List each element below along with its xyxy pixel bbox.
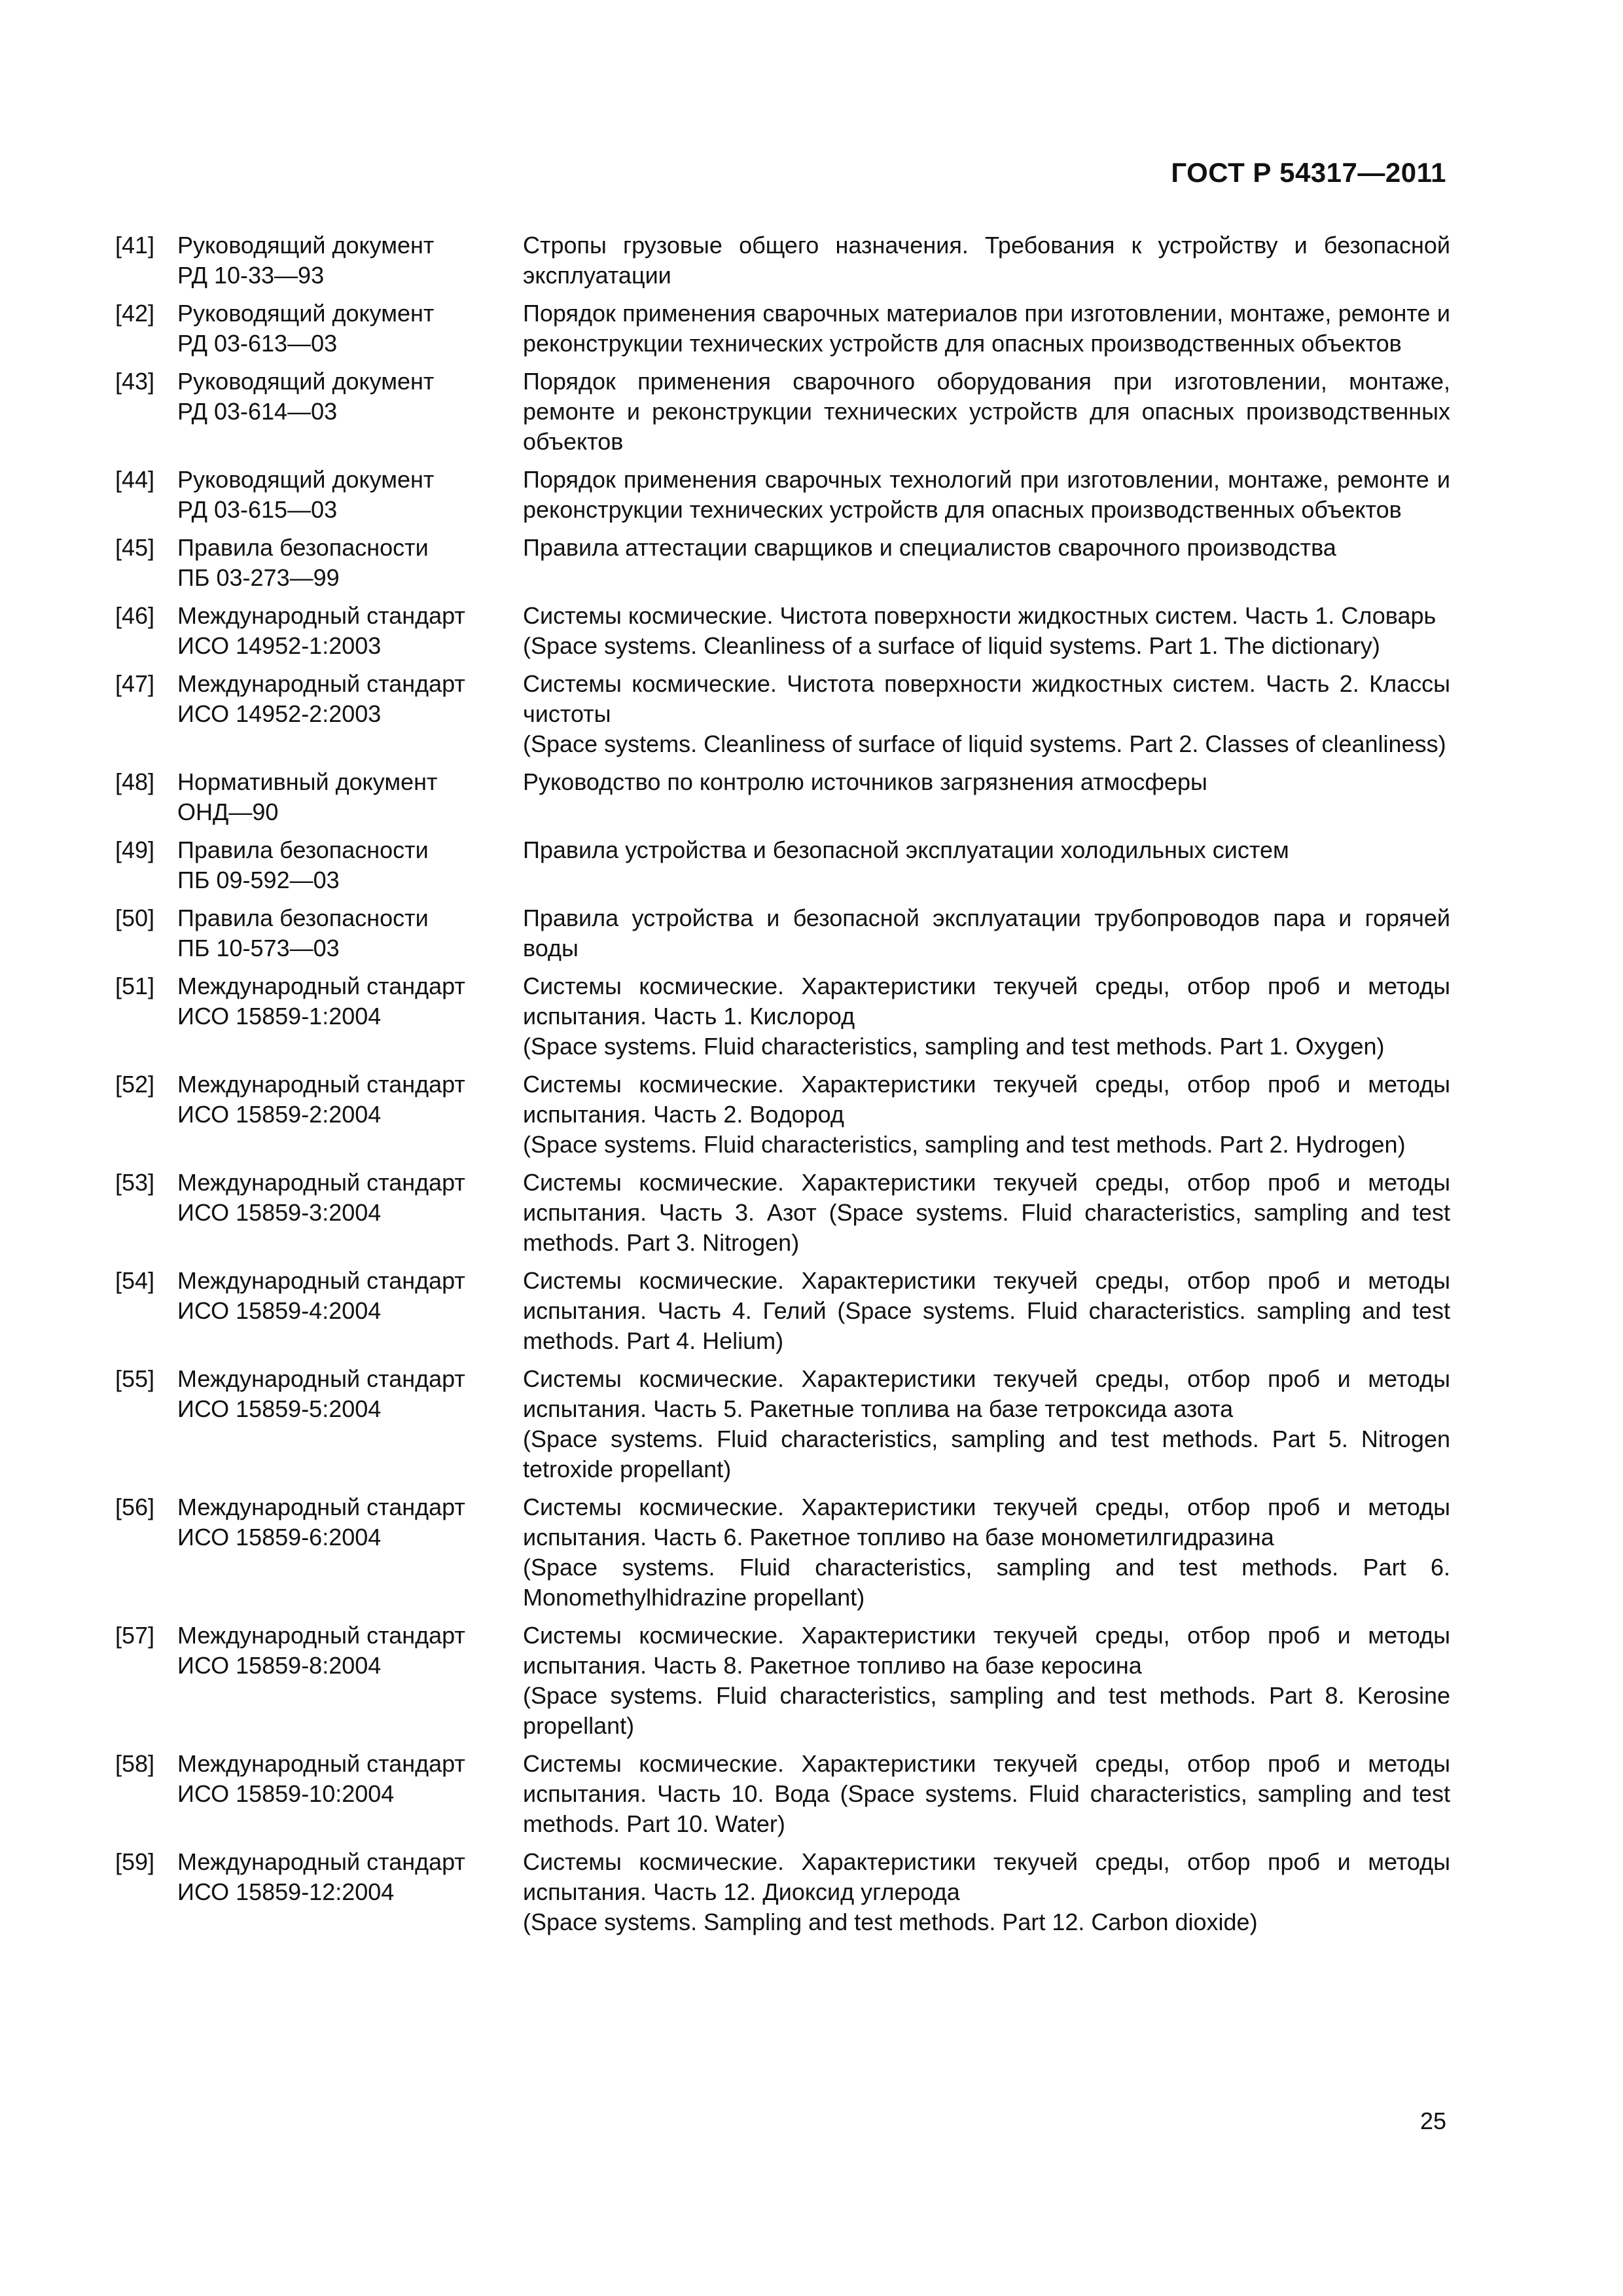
entry-reference-type: Руководящий документ <box>177 368 435 395</box>
entry-title-en: (Space systems. Fluid characteristics, sampling and test methods. Part 2. Hydrogen) <box>523 1131 1406 1158</box>
bibliography-entry <box>115 903 1450 963</box>
entry-reference <box>177 601 523 661</box>
entry-number: [55] <box>115 1365 155 1392</box>
entry-title-ru: Правила устройства и безопасной эксплуатации холодильных систем <box>523 836 1289 863</box>
entry-reference-code: РД 03-614—03 <box>177 398 338 425</box>
entry-title-ru: Порядок применения сварочных технологий при изготовлении, монтаже, ремонте и реконструкции технических устройств для опасных производственных объектов <box>523 466 1450 523</box>
entry-reference-type: Международный стандарт <box>177 1622 465 1649</box>
entry-number: [48] <box>115 768 155 795</box>
entry-number: [57] <box>115 1622 155 1649</box>
entry-title-ru: Порядок применения сварочного оборудования при изготовлении, монтаже, ремонте и реконструкции технических устройств для опасных производственных объектов <box>523 368 1450 455</box>
entry-title-en: (Space systems. Sampling and test methods. Part 12. Carbon dioxide) <box>523 1909 1258 1935</box>
entry-number: [52] <box>115 1071 155 1098</box>
bibliography-entry <box>115 1621 1450 1741</box>
entry-title-ru: Правила устройства и безопасной эксплуатации трубопроводов пара и горячей воды <box>523 905 1450 961</box>
entry-title <box>523 465 1450 525</box>
entry-reference <box>177 669 523 759</box>
bibliography-entry <box>115 1266 1450 1356</box>
entry-title-ru: Системы космические. Характеристики текучей среды, отбор проб и методы испытания. Часть 6. Ракетное топливо на базе монометилгидразина <box>523 1494 1450 1551</box>
bibliography-entry <box>115 465 1450 525</box>
bibliography-entry <box>115 1168 1450 1258</box>
entry-number: [47] <box>115 670 155 697</box>
entry-reference-code: ИСО 15859-8:2004 <box>177 1652 382 1679</box>
bibliography-entry <box>115 1492 1450 1613</box>
entry-number: [59] <box>115 1848 155 1875</box>
entry-reference <box>177 767 523 827</box>
entry-title <box>523 669 1450 759</box>
entry-reference <box>177 298 523 359</box>
bibliography-list <box>115 230 1450 1945</box>
entry-reference-code: ПБ 10-573—03 <box>177 935 340 961</box>
entry-reference <box>177 1168 523 1258</box>
entry-title-ru: Системы космические. Чистота поверхности жидкостных систем. Часть 1. Словарь <box>523 602 1436 629</box>
entry-reference-code: РД 10-33—93 <box>177 262 325 289</box>
entry-number: [41] <box>115 232 155 259</box>
entry-reference <box>177 1847 523 1937</box>
entry-reference-code: ПБ 03-273—99 <box>177 564 340 591</box>
entry-reference-code: ИСО 15859-2:2004 <box>177 1101 382 1128</box>
entry-reference-type: Правила безопасности <box>177 534 429 561</box>
entry-reference <box>177 230 523 291</box>
entry-number: [50] <box>115 905 155 931</box>
entry-reference-code: ИСО 15859-10:2004 <box>177 1780 395 1807</box>
entry-reference-code: ОНД—90 <box>177 798 279 825</box>
entry-number: [43] <box>115 368 155 395</box>
entry-reference-type: Руководящий документ <box>177 232 435 259</box>
entry-number: [46] <box>115 602 155 629</box>
entry-title <box>523 1069 1450 1160</box>
entry-title-ru: Руководство по контролю источников загрязнения атмосферы <box>523 768 1207 795</box>
entry-reference <box>177 1364 523 1484</box>
entry-title <box>523 1266 1450 1356</box>
entry-reference-type: Руководящий документ <box>177 466 435 493</box>
entry-number: [56] <box>115 1494 155 1520</box>
entry-title-en: (Space systems. Cleanliness of surface of liquid systems. Part 2. Classes of cleanliness) <box>523 730 1446 757</box>
entry-title <box>523 533 1450 593</box>
entry-reference-code: ИСО 15859-4:2004 <box>177 1297 382 1324</box>
entry-reference-type: Международный стандарт <box>177 1365 465 1392</box>
entry-reference-code: ПБ 09-592—03 <box>177 867 340 893</box>
entry-title-en: (Space systems. Fluid characteristics, sampling and test methods. Part 8. Kerosine propellant) <box>523 1682 1450 1739</box>
entry-reference <box>177 1492 523 1613</box>
bibliography-entry <box>115 767 1450 827</box>
entry-title-ru: Системы космические. Характеристики текучей среды, отбор проб и методы испытания. Часть 2. Водород <box>523 1071 1450 1128</box>
entry-title-ru: Системы космические. Чистота поверхности жидкостных систем. Часть 2. Классы чистоты <box>523 670 1450 727</box>
entry-title-en: (Space systems. Cleanliness of a surface of liquid systems. Part 1. The dictionary) <box>523 632 1380 659</box>
entry-reference <box>177 1621 523 1741</box>
entry-title <box>523 1621 1450 1741</box>
entry-reference-code: РД 03-613—03 <box>177 330 338 357</box>
entry-title <box>523 971 1450 1062</box>
bibliography-entry <box>115 1847 1450 1937</box>
document-code-header: ГОСТ Р 54317—2011 <box>1171 157 1446 188</box>
entry-reference-type: Руководящий документ <box>177 300 435 327</box>
entry-reference-code: ИСО 15859-12:2004 <box>177 1878 395 1905</box>
entry-reference-type: Правила безопасности <box>177 836 429 863</box>
entry-title <box>523 298 1450 359</box>
bibliography-entry <box>115 298 1450 359</box>
bibliography-entry <box>115 971 1450 1062</box>
entry-title-en: (Space systems. Fluid characteristics, sampling and test methods. Part 6. Monomethylhidrazine propellant) <box>523 1554 1450 1611</box>
bibliography-entry <box>115 533 1450 593</box>
entry-title <box>523 767 1450 827</box>
entry-reference-code: ИСО 14952-1:2003 <box>177 632 382 659</box>
entry-reference-code: РД 03-615—03 <box>177 496 338 523</box>
entry-title <box>523 1168 1450 1258</box>
entry-title <box>523 601 1450 661</box>
entry-number: [51] <box>115 973 155 999</box>
entry-number: [53] <box>115 1169 155 1196</box>
entry-reference-type: Международный стандарт <box>177 1169 465 1196</box>
entry-reference <box>177 465 523 525</box>
bibliography-entry <box>115 367 1450 457</box>
entry-title <box>523 1492 1450 1613</box>
entry-number: [42] <box>115 300 155 327</box>
entry-reference-code: ИСО 15859-5:2004 <box>177 1395 382 1422</box>
entry-title <box>523 1364 1450 1484</box>
entry-reference <box>177 903 523 963</box>
entry-title-ru: Системы космические. Характеристики текучей среды, отбор проб и методы испытания. Часть 3. Азот (Space systems. Fluid characteristics, sampling and test methods. Part 3. Nitrogen) <box>523 1169 1450 1256</box>
entry-reference-type: Международный стандарт <box>177 973 465 999</box>
entry-reference-type: Международный стандарт <box>177 1848 465 1875</box>
entry-reference <box>177 1069 523 1160</box>
entry-reference-type: Нормативный документ <box>177 768 438 795</box>
entry-reference <box>177 1266 523 1356</box>
entry-reference <box>177 835 523 895</box>
entry-title-ru: Системы космические. Характеристики текучей среды, отбор проб и методы испытания. Часть 10. Вода (Space systems. Fluid characteristics, sampling and test methods. Part 10. Water) <box>523 1750 1450 1837</box>
bibliography-entry <box>115 1069 1450 1160</box>
entry-reference <box>177 533 523 593</box>
entry-title-ru: Системы космические. Характеристики текучей среды, отбор проб и методы испытания. Часть 12. Диоксид углерода <box>523 1848 1450 1905</box>
entry-reference-type: Международный стандарт <box>177 1750 465 1777</box>
entry-reference-type: Международный стандарт <box>177 1267 465 1294</box>
entry-reference <box>177 1749 523 1839</box>
entry-number: [49] <box>115 836 155 863</box>
entry-reference-code: ИСО 15859-1:2004 <box>177 1003 382 1030</box>
entry-title-en: (Space systems. Fluid characteristics, sampling and test methods. Part 1. Oxygen) <box>523 1033 1385 1060</box>
entry-title-ru: Системы космические. Характеристики текучей среды, отбор проб и методы испытания. Часть 8. Ракетное топливо на базе керосина <box>523 1622 1450 1679</box>
entry-title-ru: Правила аттестации сварщиков и специалистов сварочного производства <box>523 534 1336 561</box>
bibliography-entry <box>115 601 1450 661</box>
entry-title-ru: Системы космические. Характеристики текучей среды, отбор проб и методы испытания. Часть 1. Кислород <box>523 973 1450 1030</box>
entry-title-en: (Space systems. Fluid characteristics, sampling and test methods. Part 5. Nitrogen tetroxide propellant) <box>523 1426 1450 1482</box>
entry-reference <box>177 971 523 1062</box>
entry-reference-code: ИСО 15859-3:2004 <box>177 1199 382 1226</box>
page-number: 25 <box>1419 2108 1446 2134</box>
entry-title-ru: Порядок применения сварочных материалов при изготовлении, монтаже, ремонте и реконструкции технических устройств для опасных производственных объектов <box>523 300 1450 357</box>
entry-reference-code: ИСО 14952-2:2003 <box>177 700 382 727</box>
entry-number: [54] <box>115 1267 155 1294</box>
bibliography-entry <box>115 835 1450 895</box>
entry-title-ru: Системы космические. Характеристики текучей среды, отбор проб и методы испытания. Часть 4. Гелий (Space systems. Fluid characteristics. sampling and test methods. Part 4. Helium) <box>523 1267 1450 1354</box>
bibliography-entry <box>115 230 1450 291</box>
entry-reference <box>177 367 523 457</box>
entry-number: [58] <box>115 1750 155 1777</box>
entry-title <box>523 1749 1450 1839</box>
entry-title-ru: Стропы грузовые общего назначения. Требования к устройству и безопасной эксплуатации <box>523 232 1450 289</box>
entry-title <box>523 1847 1450 1937</box>
entry-title <box>523 835 1450 895</box>
entry-number: [45] <box>115 534 155 561</box>
entry-reference-type: Правила безопасности <box>177 905 429 931</box>
entry-reference-type: Международный стандарт <box>177 1071 465 1098</box>
entry-reference-type: Международный стандарт <box>177 1494 465 1520</box>
bibliography-entry <box>115 1749 1450 1839</box>
entry-title <box>523 367 1450 457</box>
entry-reference-type: Международный стандарт <box>177 602 465 629</box>
entry-reference-code: ИСО 15859-6:2004 <box>177 1524 382 1551</box>
bibliography-entry <box>115 669 1450 759</box>
entry-number: [44] <box>115 466 155 493</box>
entry-title <box>523 230 1450 291</box>
entry-title-ru: Системы космические. Характеристики текучей среды, отбор проб и методы испытания. Часть 5. Ракетные топлива на базе тетроксида азота <box>523 1365 1450 1422</box>
entry-title <box>523 903 1450 963</box>
bibliography-entry <box>115 1364 1450 1484</box>
entry-reference-type: Международный стандарт <box>177 670 465 697</box>
